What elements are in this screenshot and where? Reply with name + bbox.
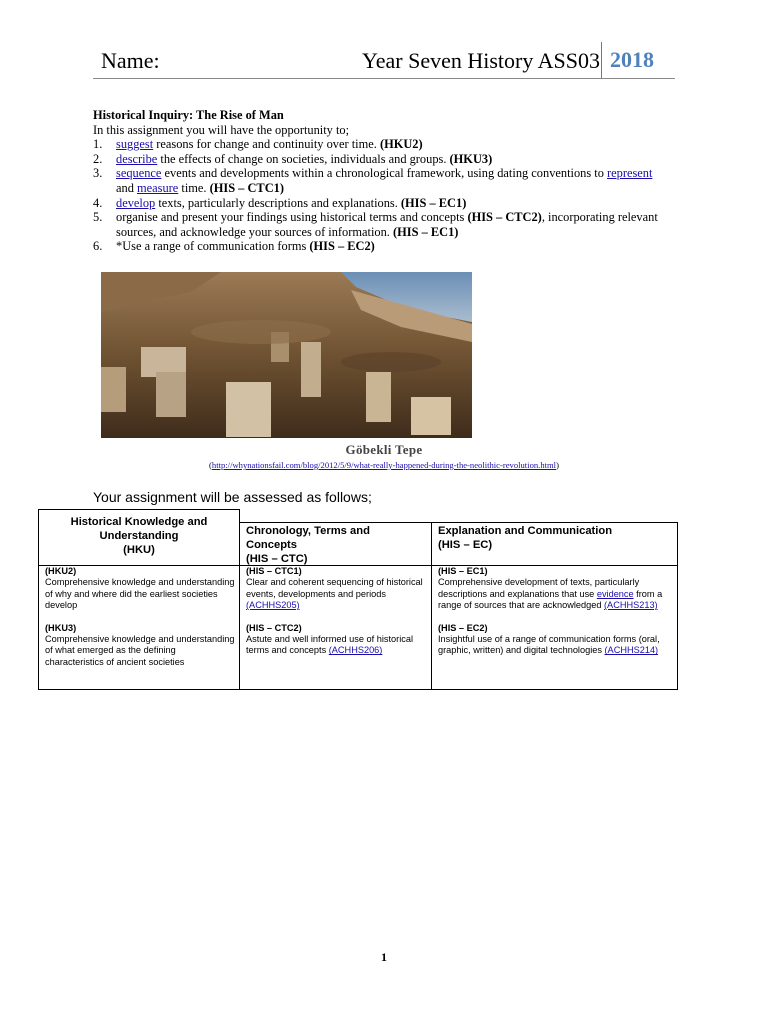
link-achhs214[interactable]: (ACHHS214): [604, 645, 659, 656]
column-hku: [38, 509, 240, 690]
column-body: (HIS – CTC1) Clear and coherent sequencing of historical events, developments and periods (ACHHS205) (HIS – CTC2) Astute and well informed use of historical terms and concepts (ACHHS206): [246, 566, 423, 656]
list-item: 4. develop texts, particularly descriptions and explanations. (HIS – EC1): [93, 195, 467, 210]
link-evidence[interactable]: evidence: [596, 588, 634, 599]
link-describe[interactable]: describe: [116, 151, 158, 166]
link-achhs206[interactable]: (ACHHS206): [328, 645, 383, 656]
column-ctc: [239, 522, 432, 690]
column-heading: Chronology, Terms and Concepts (HIS – CTC): [246, 525, 370, 565]
name-label: Name:: [101, 48, 160, 73]
figure-source: (http://whynationsfail.com/blog/2012/5/9/what-really-happened-during-the-neolithic-revolution.html): [209, 460, 559, 470]
section-heading: Historical Inquiry: The Rise of Man: [93, 108, 284, 122]
link-measure[interactable]: measure: [137, 180, 179, 195]
page-number: 1: [381, 950, 387, 964]
column-heading: Explanation and Communication (HIS – EC): [438, 525, 613, 551]
column-ec: [431, 522, 678, 690]
link-sequence[interactable]: sequence: [116, 166, 162, 181]
list-item: 1. suggest reasons for change and continuity over time. (HKU2): [93, 137, 423, 152]
document-title: Year Seven History ASS03: [362, 48, 600, 73]
source-link[interactable]: http://whynationsfail.com/blog/2012/5/9/what-really-happened-during-the-neolithic-revolution.html: [211, 460, 557, 470]
list-item: 3. sequence events and developments within a chronological framework, using dating conventions to represent and measure time. (HIS – CTC1): [93, 166, 653, 195]
list-item: 5. organise and present your findings using historical terms and concepts (HIS – CTC2), incorporating relevant sources, and acknowledge your sources of information. (HIS – EC1): [93, 210, 658, 239]
figure-caption: Göbekli Tepe: [345, 442, 423, 457]
link-suggest[interactable]: suggest: [116, 137, 154, 152]
header-divider: [601, 42, 602, 78]
column-heading: Historical Knowledge and Understanding (HKU): [70, 516, 208, 556]
assessment-lead: Your assignment will be assessed as follows;: [93, 489, 372, 505]
document-header: [93, 40, 675, 79]
list-item: 2. describe the effects of change on societies, individuals and groups. (HKU3): [93, 151, 493, 166]
link-develop[interactable]: develop: [116, 195, 156, 210]
gobekli-tepe-photo: [101, 272, 472, 438]
intro-section: [93, 108, 683, 254]
objectives-list: [93, 137, 683, 254]
column-body: (HKU2) Comprehensive knowledge and understanding of why and where did the earliest societies develop (HKU3) Comprehensive knowledge and understanding of what emerged as the defining characteristics of ancient societies: [45, 566, 235, 667]
intro-lead: In this assignment you will have the opportunity to;: [93, 122, 350, 137]
list-item: 6. *Use a range of communication forms (HIS – EC2): [93, 239, 375, 254]
link-achhs205[interactable]: (ACHHS205): [246, 600, 300, 611]
document-year: 2018: [610, 47, 654, 72]
link-represent[interactable]: represent: [607, 166, 653, 181]
column-body: (HIS – EC1) Comprehensive development of texts, particularly descriptions and explanations that use evidence from a range of sources that are acknowledged (ACHHS213) (HIS – EC2) Insightful use of a range of communication forms (oral, graphic, written) and digital technologies (ACHHS214): [438, 566, 663, 656]
link-achhs213[interactable]: (ACHHS213): [604, 600, 658, 611]
